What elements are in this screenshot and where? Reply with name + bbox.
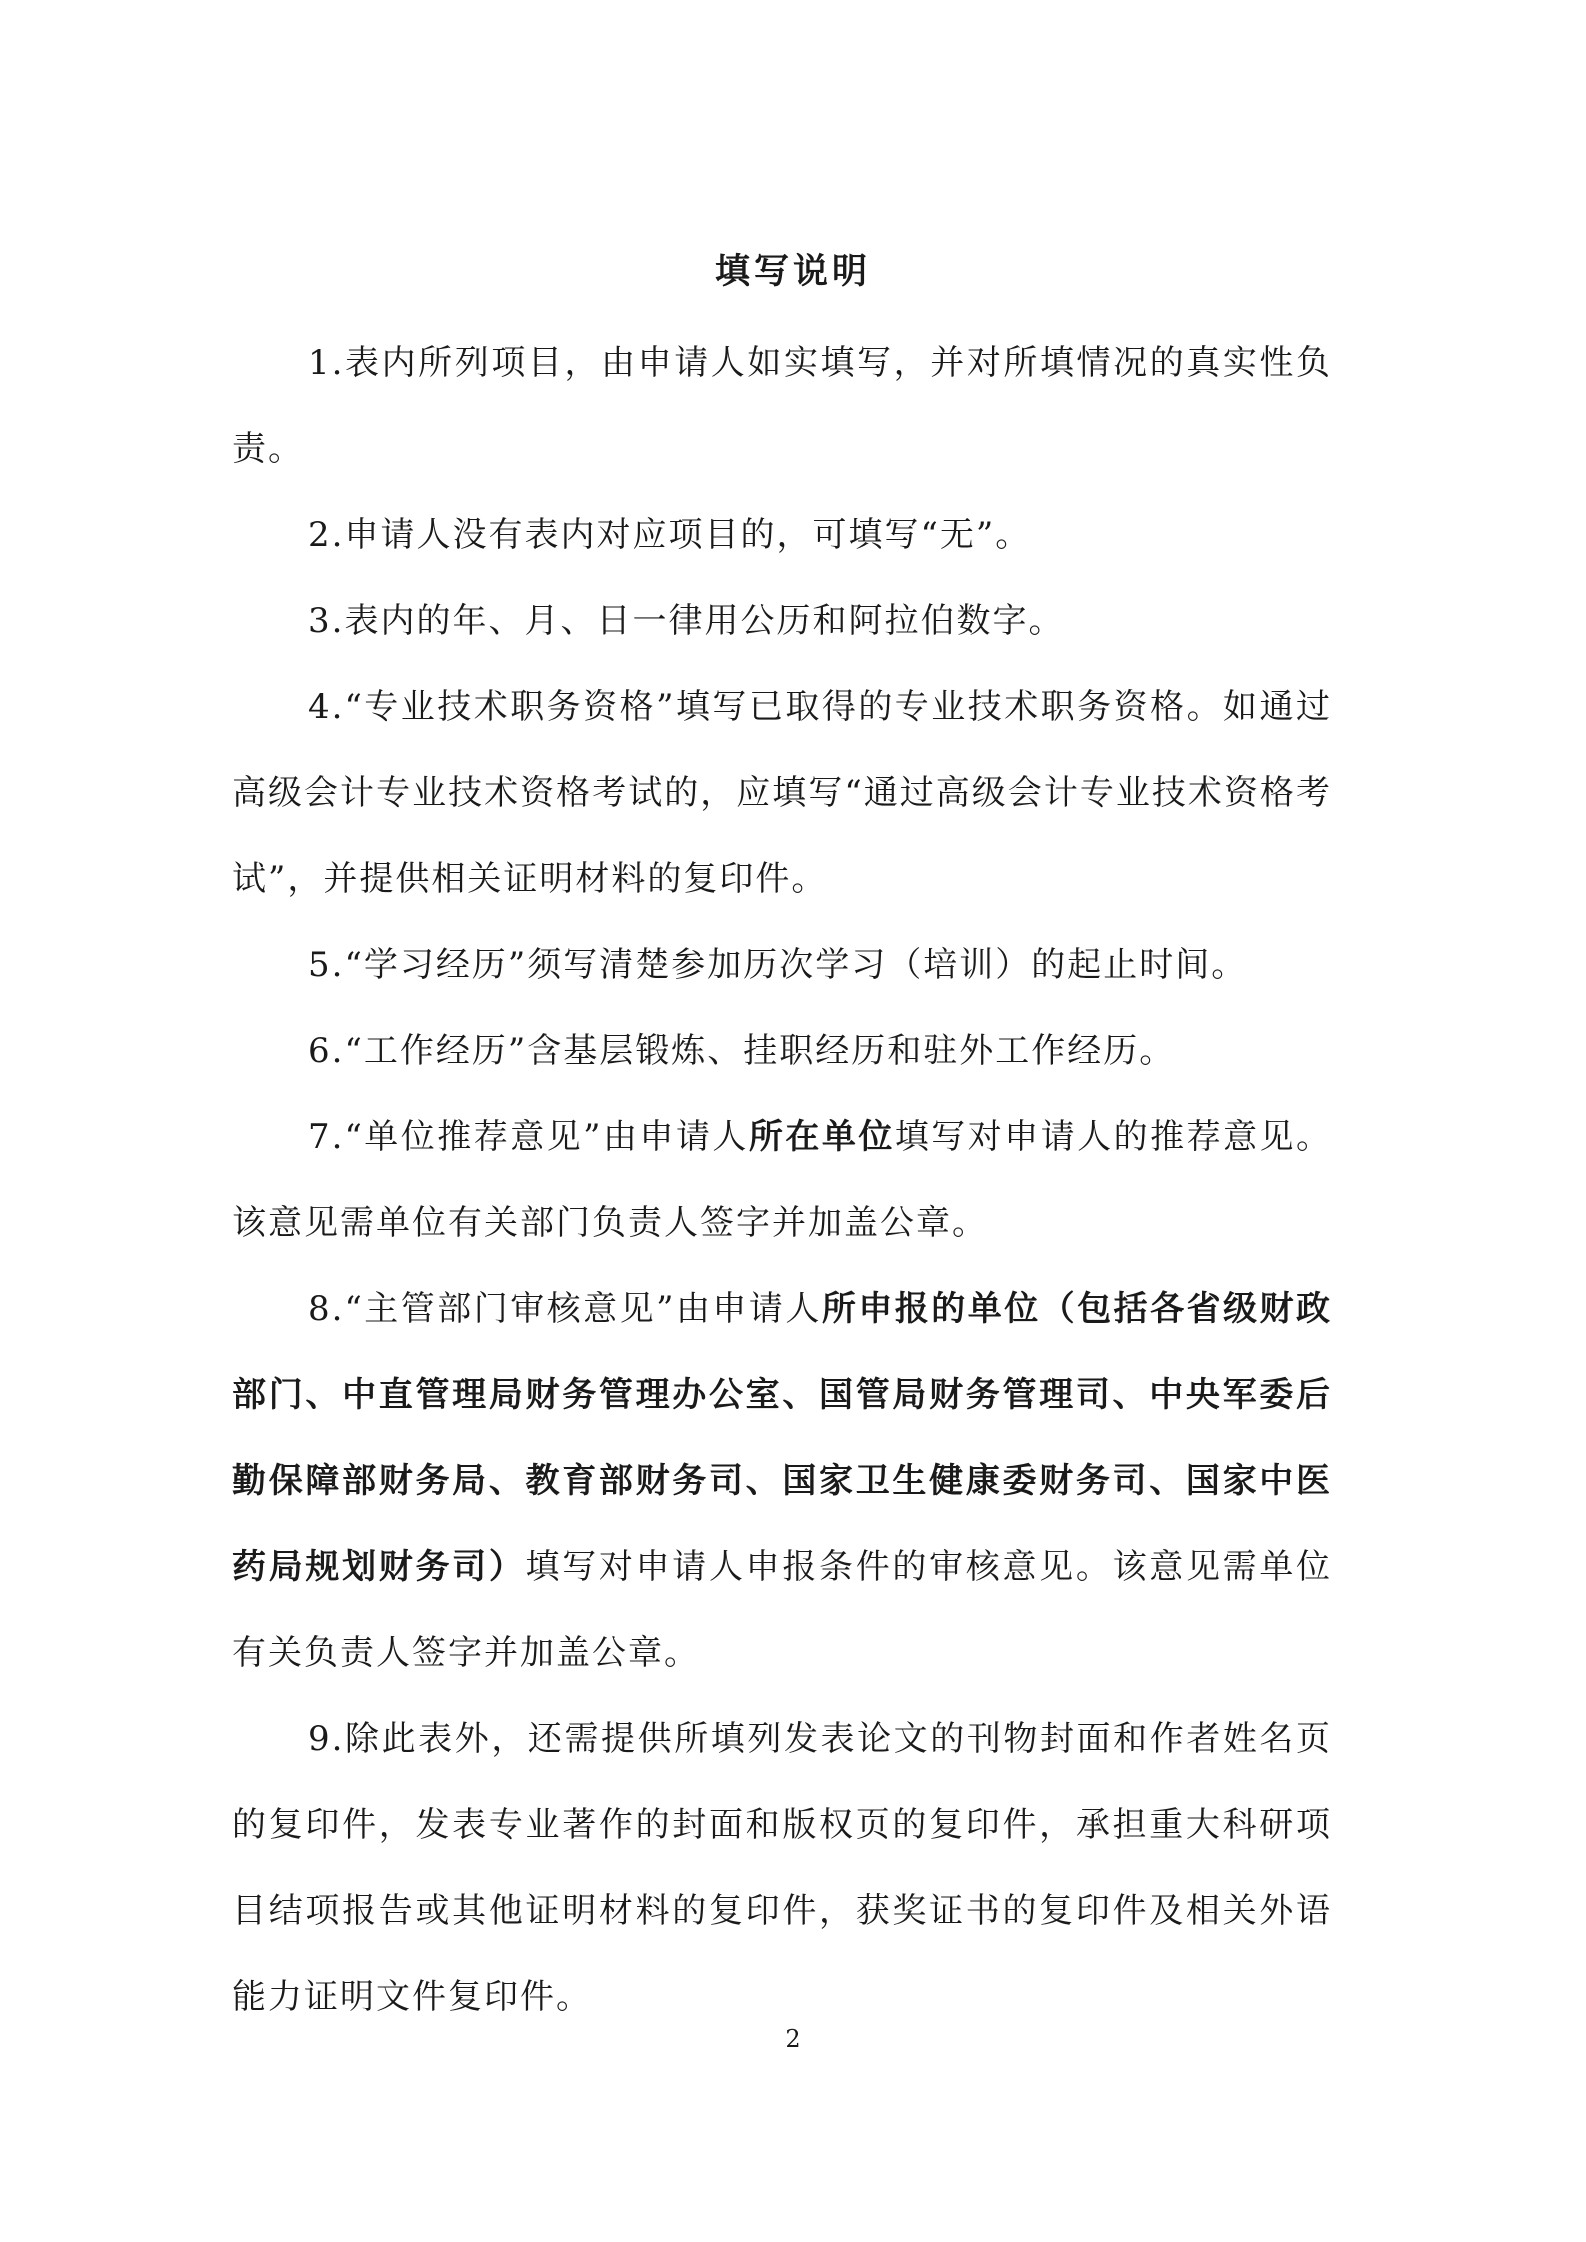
item-number: 7. xyxy=(308,1117,345,1157)
instruction-item-3 xyxy=(232,578,1332,664)
page-title: 填写说明 xyxy=(714,252,871,292)
item-text-post: 填写对申请人申报条件的审核意见。该意见需单位有关负责人签字并加盖公章。 xyxy=(232,1547,1333,1673)
instruction-item-6 xyxy=(232,1008,1332,1094)
item-number: 3. xyxy=(308,601,345,641)
item-number: 6. xyxy=(308,1031,345,1071)
instruction-item-5 xyxy=(232,922,1332,1008)
item-text: 表内的年、月、日一律用公历和阿拉伯数字。 xyxy=(344,601,1065,641)
item-text: 除此表外，还需提供所填列发表论文的刊物封面和作者姓名页的复印件，发表专业著作的封面和版权页的复印件，承担重大科研项目结项报告或其他证明材料的复印件，获奖证书的复印件及相关外语能力证明文件复印件。 xyxy=(232,1719,1332,2017)
item-text: 申请人没有表内对应项目的，可填写“无”。 xyxy=(344,515,1032,555)
item-number: 1. xyxy=(308,343,345,383)
item-number: 2. xyxy=(308,515,345,555)
item-text: “学习经历”须写清楚参加历次学习（培训）的起止时间。 xyxy=(344,945,1248,985)
item-number: 9. xyxy=(308,1719,345,1759)
item-text-post: 填写对申请人的推荐意见。该意见需单位有关部门负责人签字并加盖公章。 xyxy=(232,1117,1333,1243)
instruction-item-4 xyxy=(232,664,1332,922)
page-number: 2 xyxy=(785,2025,801,2053)
item-text: “工作经历”含基层锻炼、挂职经历和驻外工作经历。 xyxy=(344,1031,1176,1071)
instruction-item-1 xyxy=(232,320,1332,492)
item-text: 表内所列项目，由申请人如实填写，并对所填情况的真实性负责。 xyxy=(232,343,1332,469)
item-text-pre: “单位推荐意见”由申请人 xyxy=(344,1117,749,1157)
item-text-bold: 所申报的单位（包括各省级财政部门、中直管理局财务管理办公室、国管局财务管理司、中央军委后勤保障部财务局、教育部财务司、国家卫生健康委财务司、国家中医药局规划财务司） xyxy=(232,1289,1332,1587)
instruction-item-2 xyxy=(232,492,1332,578)
instruction-item-9 xyxy=(232,1696,1332,2040)
item-number: 4. xyxy=(308,687,345,727)
item-text: “专业技术职务资格”填写已取得的专业技术职务资格。如通过高级会计专业技术资格考试的，应填写“通过高级会计专业技术资格考试”，并提供相关证明材料的复印件。 xyxy=(232,687,1332,899)
instruction-item-8 xyxy=(232,1266,1332,1696)
item-text-pre: “主管部门审核意见”由申请人 xyxy=(344,1289,822,1329)
item-number: 5. xyxy=(308,945,345,985)
instructions-body xyxy=(232,320,1332,2040)
instruction-item-7 xyxy=(232,1094,1332,1266)
item-text-bold: 所在单位 xyxy=(748,1117,895,1157)
item-number: 8. xyxy=(308,1289,345,1329)
